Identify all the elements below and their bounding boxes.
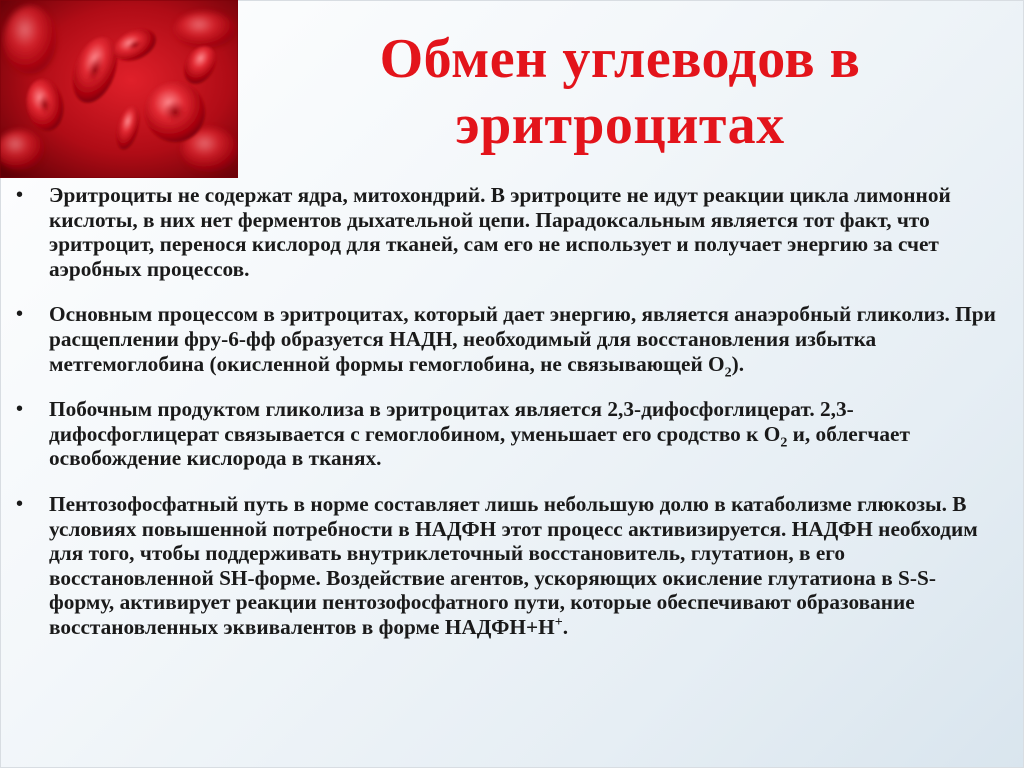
red-blood-cells-icon	[0, 0, 238, 178]
list-item	[14, 183, 999, 281]
list-item	[14, 302, 999, 380]
title-line-1: Обмен углеводов в	[379, 28, 861, 90]
bullet-text-2-end: ).	[731, 351, 745, 376]
bullet-list	[14, 183, 999, 640]
bullet-icon: •	[16, 303, 24, 326]
bullet-text-3: Побочным продуктом гликолиза в эритроцитах является 2,3-дифосфоглицерат. 2,3-дифосфоглицерат связывается с гемоглобином, уменьшает его сродство к О	[49, 397, 854, 446]
bullet-text-2: Основным процессом в эритроцитах, который дает энергию, является анаэробный гликолиз. При расщеплении фру-6-фф образуется НАДН, необходимый для восстановления избытка метгемоглобина (окисленной формы гемоглобина, не связывающей О	[49, 302, 996, 376]
bullet-icon: •	[16, 492, 24, 515]
bullet-text	[49, 397, 999, 471]
bullet-text-1: Эритроциты не содержат ядра, митохондрий. В эритроците не идут реакции цикла лимонной кислоты, в них нет ферментов дыхательной цепи. Парадоксальным является тот факт, что эритроцит, перенося кислород для тканей, сам его не использует и получает энергию за счет аэробных процессов.	[49, 183, 951, 281]
bullet-text-3-end: и, облегчает освобождение кислорода в тканях.	[49, 421, 910, 471]
list-item	[14, 492, 999, 640]
subscript-2: 2	[780, 435, 788, 450]
bullet-icon: •	[16, 398, 24, 421]
slide-title	[250, 26, 990, 158]
bullet-icon: •	[16, 184, 24, 206]
bullet-text	[49, 492, 999, 640]
title-line-2: эритроцитах	[455, 94, 785, 156]
bullet-text-4: Пентозофосфатный путь в норме составляет лишь небольшую долю в катаболизме глюкозы. В условиях повышенной потребности в НАДФН этот процесс активизируется. НАДФН необходим для того, чтобы поддерживать внутриклеточный восстановитель, глутатион, в его восстановленной SH-форме. Воздействие агентов, ускоряющих окисление глутатиона в S-S-форму, активирует реакции пентозофосфатного пути, которые обеспечивают образование восстановленных эквивалентов в форме НАДФН+Н	[49, 491, 978, 639]
bullet-text-4-end: .	[562, 614, 569, 639]
list-item	[14, 397, 999, 471]
superscript-plus: +	[554, 614, 563, 630]
bullet-text	[49, 183, 999, 281]
subscript-2: 2	[724, 364, 732, 380]
bullet-text	[49, 302, 999, 380]
